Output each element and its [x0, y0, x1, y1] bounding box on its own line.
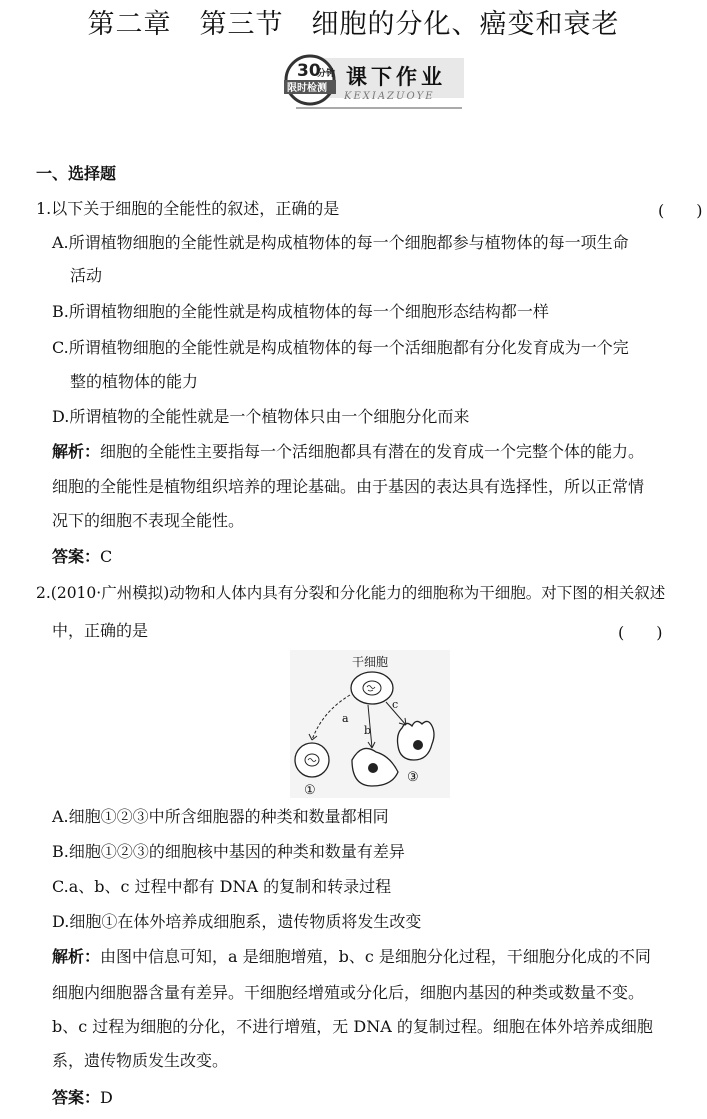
q1-option-b: B.所谓植物细胞的全能性就是构成植物体的每一个细胞形态结构都一样 — [52, 302, 549, 321]
diagram-label-c: c — [392, 698, 399, 711]
q2-option-d: D.细胞①在体外培养成细胞系，遗传物质将发生改变 — [52, 912, 422, 931]
stem-cell-diagram — [290, 650, 450, 798]
q1-answer-bracket: ( ) — [658, 201, 703, 220]
page-title: 第二章 第三节 细胞的分化、癌变和衰老 — [87, 9, 620, 40]
diagram-label-3: ③ — [407, 770, 419, 785]
q1-answer-label: 答案： — [52, 547, 101, 566]
q2-option-b: B.细胞①②③的细胞核中基因的种类和数量有差异 — [52, 842, 405, 861]
logo-main: 课下作业 — [346, 65, 446, 89]
section-title: 一、选择题 — [36, 164, 117, 183]
logo-sub: 限时检测 — [287, 83, 327, 94]
cell-2-nucleus — [368, 763, 378, 773]
logo-pinyin: KEXIAZUOYE — [344, 91, 435, 102]
q1-analysis — [52, 441, 644, 463]
q1-option-c-cont: 整的植物体的能力 — [70, 372, 199, 391]
cell-3-nucleus — [413, 740, 423, 750]
q2-answer-value: D — [100, 1088, 113, 1107]
q2-answer — [52, 1087, 113, 1109]
logo-unit: 分钟 — [317, 69, 336, 79]
q1-answer-value: C — [100, 547, 113, 566]
q2-option-a: A.细胞①②③中所含细胞器的种类和数量都相同 — [52, 807, 389, 826]
homework-logo — [282, 52, 468, 118]
q1-analysis-line3: 况下的细胞不表现全能性。 — [52, 511, 245, 530]
q2-option-c: C.a、b、c 过程中都有 DNA 的复制和转录过程 — [52, 877, 392, 896]
q1-option-c: C.所谓植物细胞的全能性就是构成植物体的每一个活细胞都有分化发育成为一个完 — [52, 338, 629, 357]
q2-analysis-label: 解析： — [52, 947, 101, 966]
q2-answer-label: 答案： — [52, 1088, 101, 1107]
diagram-label-1: ① — [304, 783, 316, 798]
q1-analysis-label: 解析： — [52, 442, 101, 461]
q2-analysis-text: 由图中信息可知，a 是细胞增殖，b、c 是细胞分化过程，干细胞分化成的不同 — [100, 947, 651, 966]
q2-analysis-line2: 细胞内细胞器含量有差异。干细胞经增殖或分化后，细胞内基因的种类或数量不变。 — [52, 983, 645, 1002]
q1-option-a-cont: 活动 — [70, 266, 103, 285]
q2-stem-cont: 中，正确的是 — [52, 621, 149, 640]
q1-option-d: D.所谓植物的全能性就是一个植物体只由一个细胞分化而来 — [52, 407, 470, 426]
q1-stem: 1.以下关于细胞的全能性的叙述，正确的是 — [36, 199, 340, 218]
q1-analysis-line2: 细胞的全能性是植物组织培养的理论基础。由于基因的表达具有选择性，所以正常情 — [52, 477, 645, 496]
q2-analysis-line3: b、c 过程为细胞的分化，不进行增殖，无 DNA 的复制过程。细胞在体外培养成细胞 — [52, 1017, 653, 1036]
diagram-label-b: b — [364, 724, 372, 737]
q2-analysis — [52, 946, 651, 968]
q1-option-a: A.所谓植物细胞的全能性就是构成植物体的每一个细胞都参与植物体的每一项生命 — [52, 233, 629, 252]
logo-number: 30 — [297, 61, 321, 81]
q1-analysis-text: 细胞的全能性主要指每一个活细胞都具有潜在的发育成一个完整个体的能力。 — [100, 442, 645, 461]
diagram-label-stem-cell: 干细胞 — [352, 655, 389, 669]
q2-answer-bracket: ( ) — [618, 623, 663, 642]
q1-answer — [52, 546, 112, 568]
diagram-label-a: a — [342, 712, 349, 725]
q2-stem: 2.(2010·广州模拟)动物和人体内具有分裂和分化能力的细胞称为干细胞。对下图的相关叙述 — [36, 584, 666, 602]
q2-analysis-line4: 系，遗传物质发生改变。 — [52, 1051, 229, 1070]
